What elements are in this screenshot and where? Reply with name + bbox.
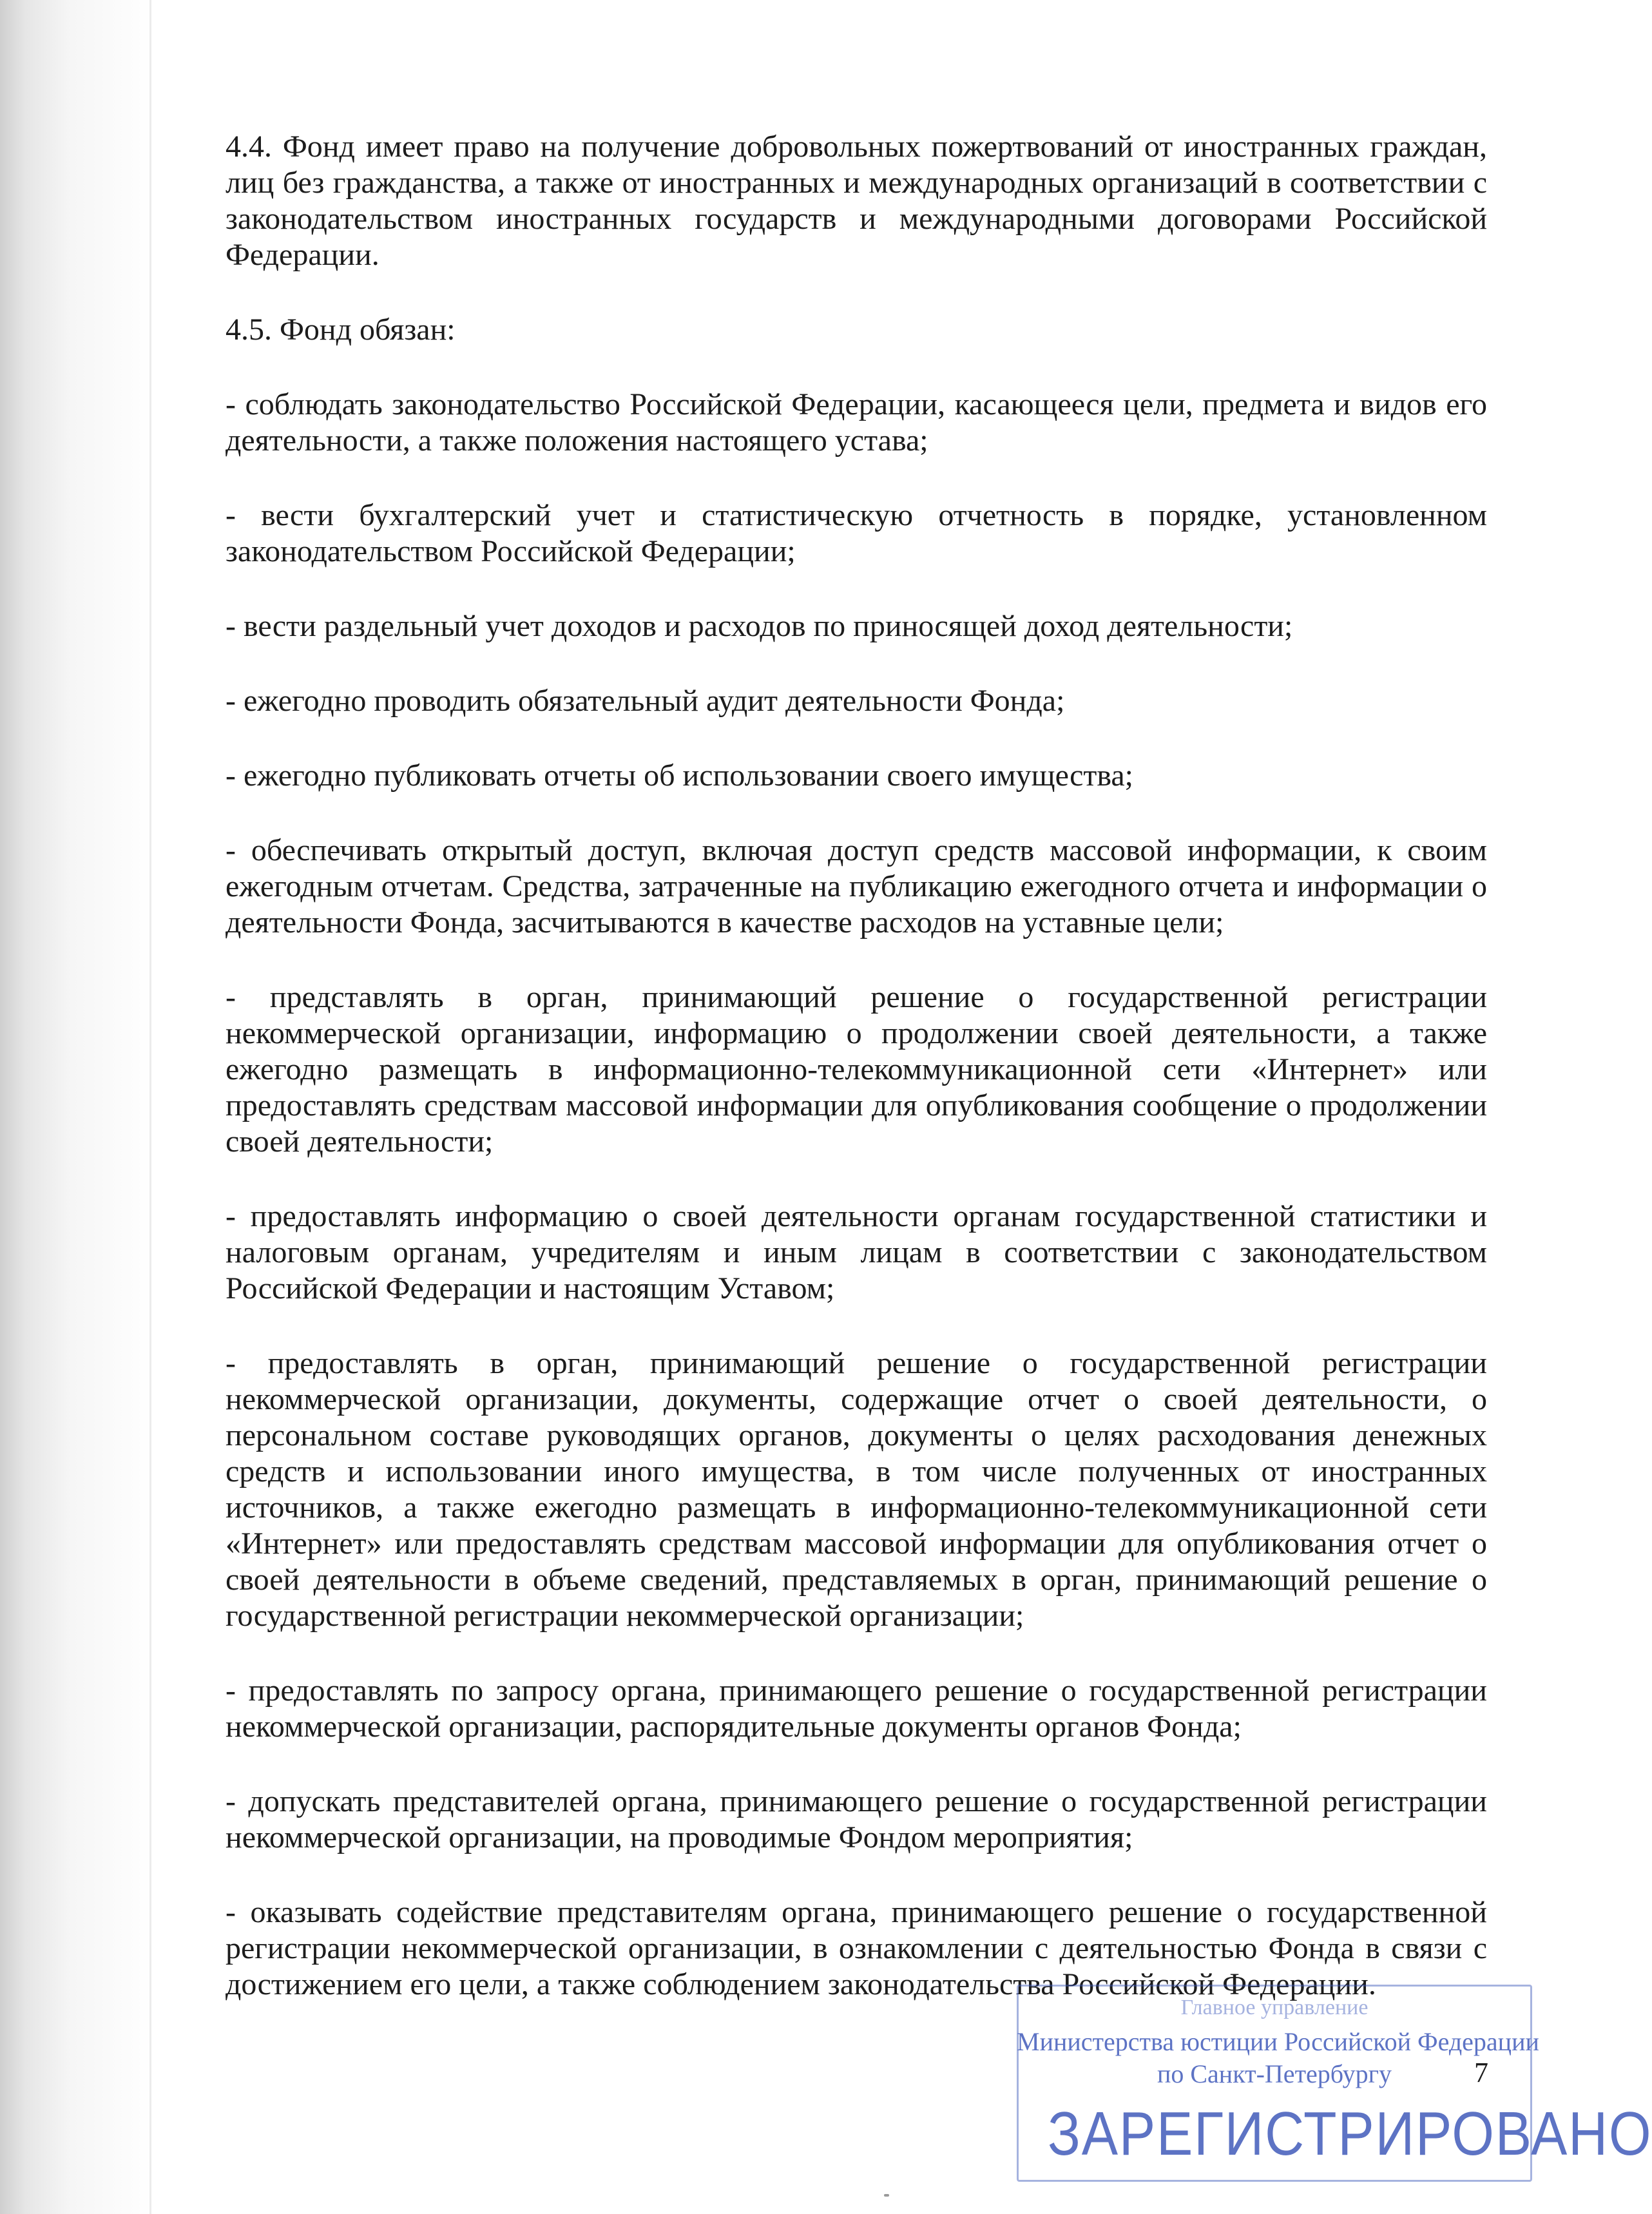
obligation-item: - допускать представителей органа, принимающего решение о государственной регистрации некоммерческой организации, на проводимые Фондом мероприятия; (226, 1784, 1487, 1854)
paragraph-4-5-heading: 4.5. Фонд обязан: (226, 313, 456, 347)
obligation-item: - предоставлять по запросу органа, принимающего решение о государственной регистрации некоммерческой организации, распорядительные документы органов Фонда; (226, 1673, 1487, 1744)
obligation-item: - ежегодно публиковать отчеты об использовании своего имущества; (226, 758, 1134, 793)
obligation-item: - предоставлять информацию о своей деятельности органам государственной статистики и налоговым органам, учредителям и иным лицам в соответствии с законодательством Российской Федерации и настоящим Уставом; (226, 1199, 1487, 1305)
obligation-item: - соблюдать законодательство Российской Федерации, касающееся цели, предмета и видов его деятельности, а также положения настоящего устава; (226, 387, 1487, 457)
scan-page-edge (149, 0, 151, 2214)
obligation-item: - обеспечивать открытый доступ, включая доступ средств массовой информации, к своим ежегодным отчетам. Средства, затраченные на публикацию ежегодного отчета и информации о деятельности Фонда, засчитываются в качестве расходов на уставные цели; (226, 833, 1487, 939)
stamp-registered-text: ЗАРЕГИСТРИРОВАНО (1048, 2099, 1652, 2168)
stamp-ministry-line: Министерства юстиции Российской Федерации (1017, 2027, 1539, 2056)
scan-left-shadow (0, 0, 168, 2214)
obligation-item: - вести раздельный учет доходов и расходов по приносящей доход деятельности; (226, 609, 1293, 643)
stamp-authority-line: Главное управление (1180, 1996, 1369, 2019)
obligation-item: - ежегодно проводить обязательный аудит деятельности Фонда; (226, 684, 1065, 718)
page-number: 7 (1474, 2057, 1488, 2088)
obligation-item: - предоставлять в орган, принимающий решение о государственной регистрации некоммерческой организации, документы, содержащие отчет о своей деятельности, о персональном составе руководящих органов, документы о целях расходования денежных средств и использовании иного имущества, в том числе полученных от иностранных источников, а также ежегодно размещать в информационно-телекоммуникационной сети «Интернет» или предоставлять средствам массовой информации для опубликования отчет о своей деятельности в объеме сведений, представляемых в орган, принимающий решение о государственной регистрации некоммерческой организации; (226, 1346, 1487, 1633)
obligation-item: - представлять в орган, принимающий решение о государственной регистрации некоммерческой организации, информацию о продолжении своей деятельности, а также ежегодно размещать в информационно-телекоммуникационной сети «Интернет» или предоставлять средствам массовой информации для опубликования сообщение о продолжении своей деятельности; (226, 980, 1487, 1159)
obligation-item: - вести бухгалтерский учет и статистическую отчетность в порядке, установленном законодательством Российской Федерации; (226, 498, 1487, 568)
stamp-region-line: по Санкт-Петербургу (1157, 2059, 1392, 2088)
scan-speck (884, 2194, 889, 2197)
paragraph-4-4: 4.4. Фонд имеет право на получение добровольных пожертвований от иностранных граждан, лиц без гражданства, а также от иностранных и международных организаций в соответствии с законодательством иностранных государств и международными договорами Российской Федерации. (226, 130, 1487, 272)
registration-stamp (1017, 1985, 1652, 2182)
document-body (226, 129, 1487, 2041)
obligation-item: - оказывать содействие представителям органа, принимающего решение о государственной регистрации некоммерческой организации, в ознакомлении с деятельностью Фонда в связи с достижением его цели, а также соблюдением законодательства Российской Федерации. (226, 1895, 1487, 2001)
